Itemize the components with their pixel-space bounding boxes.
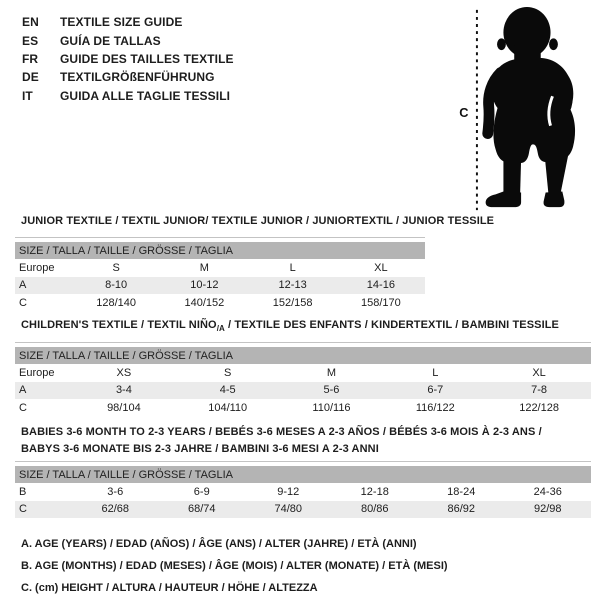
cell: 3-4 (115, 384, 132, 397)
lang-code: DE (22, 70, 39, 85)
cell: 18-24 (447, 485, 476, 498)
lang-text: GUIDA ALLE TAGLIE TESSILI (60, 88, 231, 103)
cell: 24-36 (533, 485, 562, 498)
table-row-age (15, 277, 425, 295)
lang-code: EN (22, 15, 39, 30)
cell: 140/152 (184, 296, 225, 309)
cell: XS (116, 366, 132, 379)
height-measure-letter: C (459, 104, 469, 120)
cell: 4-5 (219, 384, 236, 397)
children-size-table (15, 342, 591, 417)
lang-row-it (22, 87, 234, 105)
babies-size-table (15, 461, 591, 518)
table-row-height (15, 294, 425, 312)
cell: 104/110 (208, 401, 248, 414)
lang-text: TEXTILGRÖßENFÜHRUNG (60, 70, 215, 85)
cell: 3-6 (107, 485, 124, 498)
lang-row-es (22, 31, 234, 49)
cell: M (326, 366, 337, 379)
table-row-height (15, 501, 591, 519)
cell: 62/68 (101, 503, 130, 516)
cell: 10-12 (190, 279, 219, 292)
cell: 122/128 (519, 401, 559, 414)
legend-block (21, 533, 448, 599)
cell: 68/74 (187, 503, 216, 516)
cell: 128/140 (96, 296, 136, 309)
legend-line-a: A. AGE (YEARS) / EDAD (AÑOS) / ÂGE (ANS) / ALTER (JAHRE) / ETÀ (ANNI) (21, 538, 417, 550)
size-header-band: SIZE / TALLA / TAILLE / GRÖSSE / TAGLIA (15, 466, 591, 483)
babies-section-title-line2: BABYS 3-6 MONATE BIS 2-3 JAHRE / BAMBINI 3-6 MESI A 2-3 ANNI (21, 443, 379, 455)
cell: 92/98 (533, 503, 562, 516)
baby-height-figure (452, 4, 600, 216)
legend-line-b: B. AGE (MONTHS) / EDAD (MESES) / ÂGE (MOIS) / ALTER (MONATE) / ETÀ (MESI) (21, 560, 448, 572)
children-section-title (21, 319, 559, 333)
children-title-post: / TEXTILE DES ENFANTS / KINDERTEXTIL / BAMBINI TESSILE (224, 319, 559, 331)
baby-silhouette (486, 7, 575, 207)
junior-section-title: JUNIOR TEXTILE / TEXTIL JUNIOR/ TEXTILE JUNIOR / JUNIORTEXTIL / JUNIOR TESSILE (21, 215, 495, 227)
row-label: B (19, 485, 27, 498)
cell: 12-18 (360, 485, 389, 498)
cell: 12-13 (278, 279, 307, 292)
cell: S (224, 366, 232, 379)
cell: XL (532, 366, 546, 379)
cell: 6-9 (193, 485, 210, 498)
lang-text: GUÍA DE TALLAS (60, 33, 161, 48)
cell: S (112, 261, 120, 274)
junior-size-table (15, 237, 425, 312)
cell: L (289, 261, 296, 274)
size-header-band: SIZE / TALLA / TAILLE / GRÖSSE / TAGLIA (15, 347, 591, 364)
cell: 80/86 (360, 503, 389, 516)
row-label: C (19, 296, 27, 309)
legend-line-c: C. (cm) HEIGHT / ALTURA / HAUTEUR / HÖHE / ALTEZZA (21, 582, 318, 594)
lang-row-en (22, 13, 234, 31)
lang-code: IT (22, 88, 33, 103)
cell: 152/158 (272, 296, 313, 309)
lang-row-fr (22, 50, 234, 68)
row-label: C (19, 503, 27, 516)
cell: 98/104 (107, 401, 141, 414)
table-row-europe (15, 259, 425, 277)
cell: 6-7 (427, 384, 444, 397)
cell: 7-8 (531, 384, 548, 397)
row-label: A (19, 384, 27, 397)
table-row-age (15, 382, 591, 400)
cell: L (432, 366, 439, 379)
row-label: C (19, 401, 27, 414)
babies-section-title-line1: BABIES 3-6 MONTH TO 2-3 YEARS / BEBÉS 3-6 MESES A 2-3 AÑOS / BÉBÉS 3-6 MOIS À 2-3 ANS / (21, 426, 542, 438)
children-title-subscript: /A (216, 324, 225, 334)
lang-code: FR (22, 51, 39, 66)
size-header-band: SIZE / TALLA / TAILLE / GRÖSSE / TAGLIA (15, 242, 425, 259)
cell: 86/92 (447, 503, 476, 516)
lang-code: ES (22, 33, 39, 48)
cell: 116/122 (415, 401, 455, 414)
table-row-age-months (15, 483, 591, 501)
row-label: Europe (19, 366, 55, 379)
row-label: A (19, 279, 27, 292)
cell: 14-16 (366, 279, 395, 292)
table-row-europe (15, 364, 591, 382)
cell: 110/116 (312, 401, 351, 414)
table-row-height (15, 399, 591, 417)
cell: M (199, 261, 209, 274)
children-title-pre: CHILDREN'S TEXTILE / TEXTIL NIÑO (21, 319, 217, 331)
cell: 5-6 (323, 384, 340, 397)
cell: 158/170 (360, 296, 401, 309)
cell: 8-10 (105, 279, 128, 292)
cell: 9-12 (277, 485, 300, 498)
lang-text: TEXTILE SIZE GUIDE (60, 15, 183, 30)
lang-text: GUIDE DES TAILLES TEXTILE (60, 51, 234, 66)
language-title-block (22, 13, 234, 105)
cell: XL (374, 261, 388, 274)
cell: 74/80 (274, 503, 303, 516)
row-label: Europe (19, 261, 55, 274)
lang-row-de (22, 68, 234, 86)
